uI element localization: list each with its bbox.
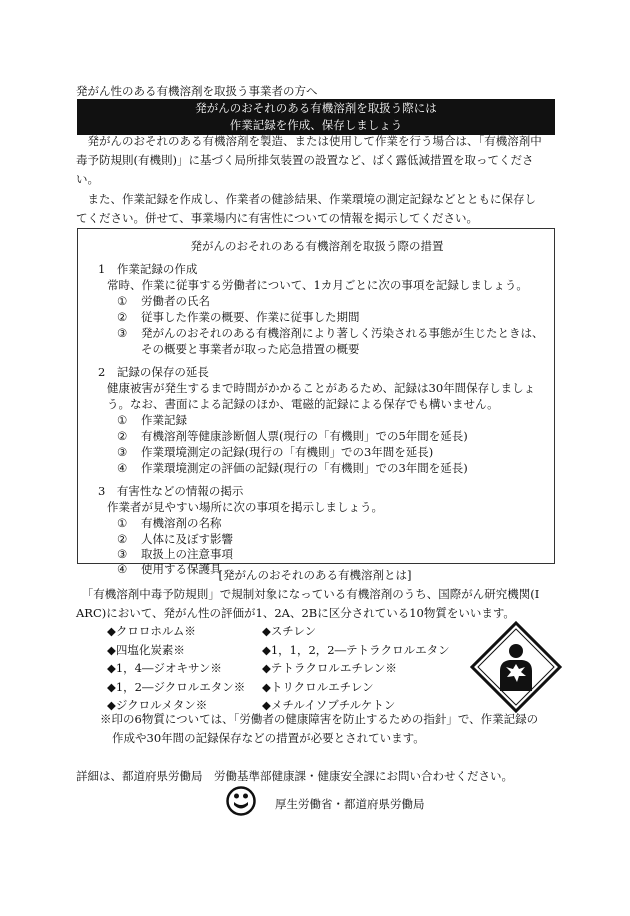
list-item: ④ 使用する保護具 (117, 562, 222, 576)
note-line-2: 作成や30年間の記録保存などの措置が必要とされています。 (112, 731, 425, 745)
substance-item: ◆1，2―ジクロルエタン※ (107, 680, 246, 694)
section-3-title: 3 有害性などの情報の掲示 (98, 484, 244, 498)
list-item: ① 労働者の氏名 (117, 294, 210, 308)
banner-line-2: 作業記録を作成、保存しましょう (229, 118, 403, 132)
note-line-1: ※印の6物質については、「労働者の健康障害を防止するための指針」で、作業記録の (100, 712, 539, 726)
section-3-lead: 作業者が見やすい場所に次の事項を掲示しましょう。 (107, 500, 383, 514)
banner-line-1: 発がんのおそれのある有機溶剤を取扱う際には (195, 101, 437, 115)
list-item: ③ 取扱上の注意事項 (117, 547, 233, 561)
substance-item: ◆テトラクロルエチレン※ (262, 661, 397, 675)
title-banner (77, 99, 555, 135)
section-2-title: 2 記録の保存の延長 (98, 365, 209, 379)
substance-item: ◆四塩化炭素※ (107, 643, 185, 657)
substance-item: ◆トリクロルエチレン (262, 680, 374, 694)
substance-item: ◆1，1，2，2―テトラクロルエタン (262, 643, 450, 657)
substance-item: ◆クロロホルム※ (107, 624, 196, 638)
contact-info: 詳細は、都道府県労働局 労働基準部健康課・健康安全課にお問い合わせください。 (76, 769, 513, 783)
section-2-lead-2: う。なお、書面による記録のほか、電磁的記録による保存でも構いません。 (107, 397, 499, 411)
mhlw-logo-icon (226, 786, 256, 816)
section-2-lead-1: 健康被害が発生するまで時間がかかることがあるため、記録は30年間保存しましょ (107, 381, 536, 395)
list-item: ② 従事した作業の概要、作業に従事した期間 (117, 310, 360, 324)
list-item: ① 作業記録 (117, 413, 187, 427)
substance-item: ◆スチレン (262, 624, 317, 638)
substances-heading: [発がんのおそれのある有機溶剤とは] (218, 568, 412, 582)
intro-paragraph-2: また、作業記録を作成し、作業者の健診結果、作業環境の測定記録などとともに保存し てください。併せて、事業場内に有害性についての情報を掲示してください。 (76, 192, 536, 225)
list-item-continuation: その概要と事業者が取った応急措置の概要 (141, 342, 360, 356)
organization-name: 厚生労働省・都道府県労働局 (275, 797, 425, 811)
measures-title: 発がんのおそれのある有機溶剤を取扱う際の措置 (190, 239, 444, 253)
health-hazard-icon (470, 621, 562, 713)
list-item: ① 有機溶剤の名称 (117, 516, 222, 530)
list-item: ② 人体に及ぼす影響 (117, 532, 233, 546)
list-item: ② 有機溶剤等健康診断個人票(現行の「有機則」での5年間を延長) (117, 429, 468, 443)
substance-item: ◆ジクロルメタン※ (107, 698, 208, 712)
section-1-title: 1 作業記録の作成 (98, 262, 198, 276)
substance-item: ◆1，4―ジオキサン※ (107, 661, 222, 675)
substances-desc-2: ARC)において、発がん性の評価が1、2A、2Bに区分されている10物質をいいます。 (76, 606, 515, 620)
audience-line: 発がん性のある有機溶剤を取扱う事業者の方へ (76, 84, 318, 98)
section-1-lead: 常時、作業に従事する労働者について、1カ月ごとに次の事項を記録しましょう。 (107, 278, 528, 292)
list-item: ③ 作業環境測定の記録(現行の「有機則」での3年間を延長) (117, 445, 434, 459)
list-item: ④ 作業環境測定の評価の記録(現行の「有機則」での3年間を延長) (117, 461, 468, 475)
intro-paragraph-1: 発がんのおそれのある有機溶剤を製造、または使用して作業を行う場合は、「有機溶剤中 毒予防規則(有機則)」に基づく局所排気装置の設置など、ばく露低減措置を取ってくださ い。 (76, 134, 542, 186)
substances-desc-1: 「有機溶剤中毒予防規則」で規制対象になっている有機溶剤のうち、国際がん研究機関(I (76, 587, 540, 601)
list-item: ③ 発がんのおそれのある有機溶剤により著しく汚染される事態が生じたときは、 (117, 326, 544, 340)
substance-item: ◆メチルイソブチルケトン (262, 698, 396, 712)
